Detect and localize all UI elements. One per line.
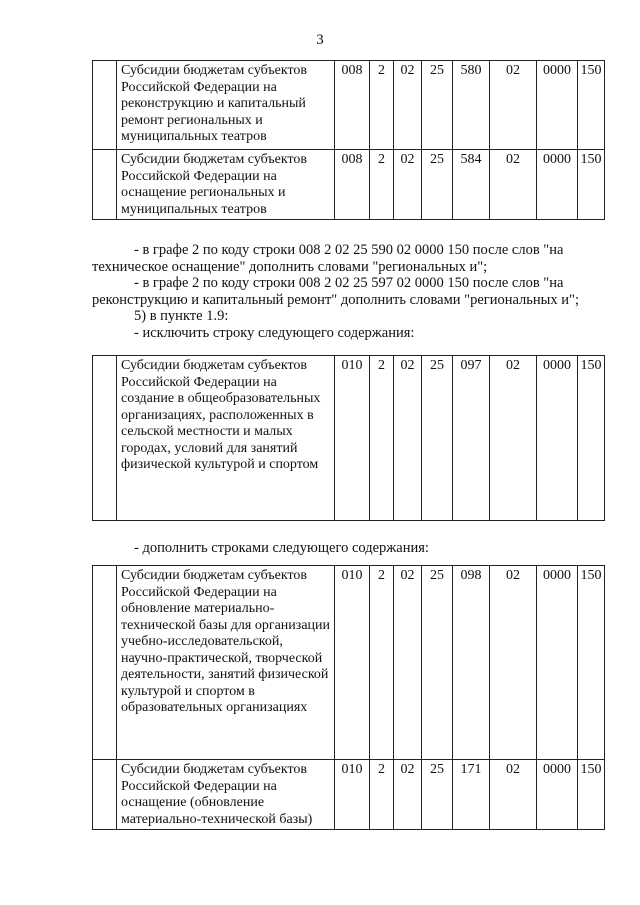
- code-cell: 2: [370, 61, 394, 150]
- code-cell: 584: [453, 150, 490, 220]
- table-row: [93, 760, 605, 830]
- row-description: Субсидии бюджетам субъектов Российской Федерации на реконструкцию и капитальный ремонт региональных и муниципальных театров: [117, 61, 335, 150]
- page-number: 3: [316, 32, 324, 48]
- text-line: - исключить строку следующего содержания:: [134, 324, 415, 341]
- row-description: Субсидии бюджетам субъектов Российской Федерации на оснащение региональных и муниципальных театров: [117, 150, 335, 220]
- code-cell: 02: [490, 61, 537, 150]
- table-row: [93, 61, 605, 150]
- code-cell: 02: [394, 61, 422, 150]
- text-line: - в графе 2 по коду строки 008 2 02 25 590 02 0000 150 после слов "на: [134, 242, 564, 258]
- code-cell: 25: [422, 566, 453, 760]
- row-number-cell: [93, 150, 117, 220]
- row-number-cell: [93, 760, 117, 830]
- code-cell: 008: [335, 150, 370, 220]
- code-cell: 008: [335, 61, 370, 150]
- code-cell: 171: [453, 760, 490, 830]
- code-cell: 25: [422, 61, 453, 150]
- code-cell: 0000: [537, 566, 578, 760]
- code-cell: 0000: [537, 150, 578, 220]
- code-cell: 02: [394, 760, 422, 830]
- code-cell: 2: [370, 566, 394, 760]
- code-cell: 02: [490, 566, 537, 760]
- code-cell: 010: [335, 566, 370, 760]
- amendment-text: [92, 242, 604, 341]
- text-line: техническое оснащение" дополнить словами "региональных и";: [92, 258, 488, 275]
- amendment-instruction: - дополнить строками следующего содержания:: [134, 540, 429, 556]
- text-line: реконструкцию и капитальный ремонт" дополнить словами "региональных и";: [92, 291, 579, 308]
- code-cell: 098: [453, 566, 490, 760]
- row-description: Субсидии бюджетам субъектов Российской Федерации на оснащение (обновление материально-технической базы): [117, 760, 335, 830]
- code-cell: 0000: [537, 61, 578, 150]
- code-cell: 150: [578, 566, 605, 760]
- table-row: [93, 150, 605, 220]
- code-cell: 0000: [537, 356, 578, 521]
- text-line: - в графе 2 по коду строки 008 2 02 25 597 02 0000 150 после слов "на: [134, 275, 564, 291]
- code-cell: 010: [335, 760, 370, 830]
- budget-code-table-1: [92, 60, 605, 220]
- budget-code-table-3: [92, 565, 605, 830]
- table-row: [93, 566, 605, 760]
- code-cell: 580: [453, 61, 490, 150]
- row-description: Субсидии бюджетам субъектов Российской Федерации на обновление материально-технической базы для организации учебно-исследовательской, научно-практической, творческой деятельности, занятий физической культурой и спортом в образовательных организациях: [117, 566, 335, 760]
- row-description: Субсидии бюджетам субъектов Российской Федерации на создание в общеобразовательных организациях, расположенных в сельской местности и малых городах, условий для занятий физической культурой и спортом: [117, 356, 335, 521]
- code-cell: 150: [578, 760, 605, 830]
- code-cell: 02: [490, 150, 537, 220]
- budget-code-table-2: [92, 355, 605, 521]
- code-cell: 2: [370, 150, 394, 220]
- code-cell: 25: [422, 150, 453, 220]
- code-cell: 2: [370, 356, 394, 521]
- code-cell: 097: [453, 356, 490, 521]
- code-cell: 010: [335, 356, 370, 521]
- code-cell: 02: [490, 760, 537, 830]
- table-row: [93, 356, 605, 521]
- code-cell: 02: [394, 150, 422, 220]
- code-cell: 25: [422, 760, 453, 830]
- code-cell: 25: [422, 356, 453, 521]
- code-cell: 02: [394, 566, 422, 760]
- code-cell: 0000: [537, 760, 578, 830]
- code-cell: 150: [578, 356, 605, 521]
- code-cell: 150: [578, 61, 605, 150]
- code-cell: 150: [578, 150, 605, 220]
- code-cell: 2: [370, 760, 394, 830]
- row-number-cell: [93, 566, 117, 760]
- row-number-cell: [93, 356, 117, 521]
- row-number-cell: [93, 61, 117, 150]
- code-cell: 02: [394, 356, 422, 521]
- code-cell: 02: [490, 356, 537, 521]
- text-line: 5) в пункте 1.9:: [134, 308, 229, 324]
